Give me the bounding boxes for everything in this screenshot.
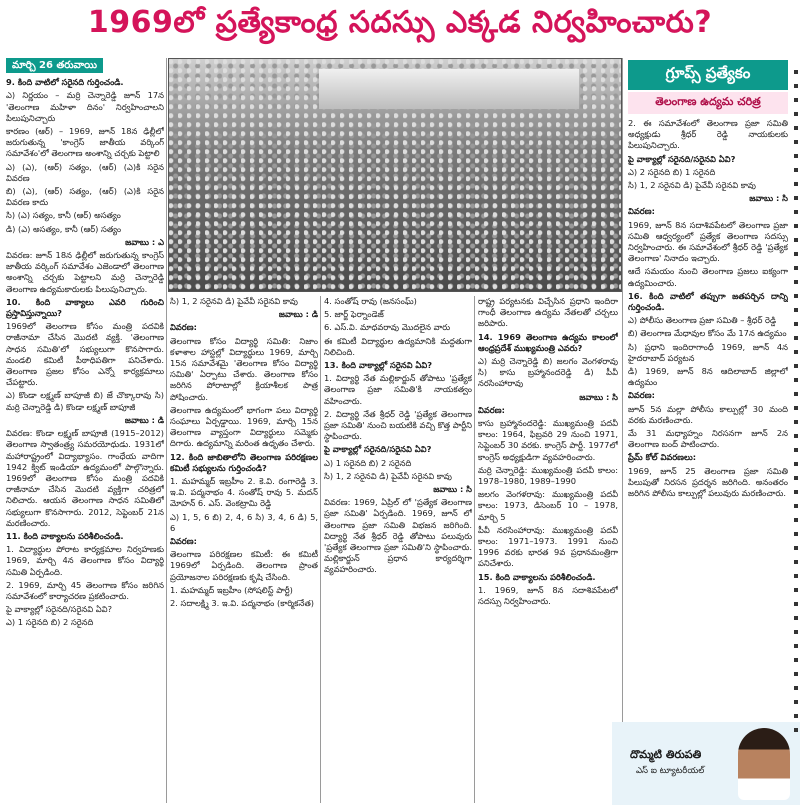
- paragraph: 6. ఎస్.వి. మాధవరావు మొదలైన వారు: [324, 322, 451, 333]
- question-prompt: పై వాక్యాల్లో సరైనది/సరైనవి ఏవి?: [324, 444, 432, 455]
- photo-banner: [319, 69, 579, 109]
- question-16: 16. కింది వాటిలో తప్పుగా జతపర్చిన దాన్ని గుర్తించండి.: [628, 290, 788, 313]
- explanation: తెలంగాణ ఉద్యమంలో భాగంగా పలు విద్యార్థి సంఘాలు ఏర్పడ్డాయి. 1969, మార్చి 15న తెలంగాణ వ్యాప్తంగా విద్యార్థులు సమ్మెకు దిగారు. ఉద్యమాన్ని మరింత ఉధృతం చేశారు.: [170, 404, 318, 449]
- explanation: 1969, జూన్ 8న సదాశివపేటలో తెలంగాణ ప్రజా సమితి ఆధ్వర్యంలో ప్రత్యేక తెలంగాణ సదస్సు నిర్వహించారు. ఈ సమావేశంలో శ్రీధర్ రెడ్డి 'ప్రత్యేక తెలంగాణ' నినాదం ఇచ్చారు.: [628, 219, 788, 264]
- option: సి) ప్రధాని ఇందిరాగాంధీ 1969, జూన్ 4న హైదరాబాద్ పర్యటన: [628, 341, 788, 363]
- explanation: ఆదే సమయం నుంచి తెలంగాణ ప్రజలు ఐక్యంగా ఉద్యమించారు.: [628, 266, 788, 288]
- explanation: మర్రి చెన్నారెడ్డి: ముఖ్యమంత్రి పదవీ కాలం: 1978–1980, 1989–1990: [478, 464, 618, 487]
- column-right: [628, 118, 788, 718]
- answer: జవాబు : సి: [579, 391, 618, 402]
- explanation-label: వివరణ:: [478, 404, 505, 415]
- option: ఎ) కొండా లక్ష్మణ్ బాపూజీ బి) జే చొక్కారావు సి) మర్రి చెన్నారెడ్డి డి) కొండా లక్ష్మణ్ బాపూజీ: [6, 390, 164, 412]
- column-mid-2: [324, 296, 472, 803]
- paragraph: పై వాక్యాల్లో సరైనది/సరైనవి ఏవి?: [6, 604, 112, 615]
- author-box: [612, 722, 800, 805]
- paragraph: 1969లో తెలంగాణ కోసం మంత్రి పదవికి రాజీనామా చేసిన మొదటి వ్యక్తి. 'తెలంగాణ సాధన సమితి'లో సభ్యులుగా కొనసాగారు. మండలి కమిటీ పీఠాధిపతిగా పనిచేశారు. తెలంగాణ ప్రజల కోసం ఎన్నో కార్యక్రమాలు చేపట్టారు.: [6, 321, 164, 388]
- paragraph: కారణం (ఆర్) – 1969, జూన్ 18న ఢిల్లీలో జరుగుతున్న 'కాంగ్రెస్ జాతీయ వర్కింగ్ సమావేశం'లో తెలంగాణ అంశాన్ని చర్చకు పెట్టాలి: [6, 126, 164, 159]
- paragraph: 1. మహమ్మద్ ఇబ్రహీం (సోషలిస్ట్ పార్టీ): [170, 584, 293, 595]
- explanation-label: వివరణ:: [628, 206, 655, 217]
- question-9: 9. కింది వాటిలో సరైనది గుర్తించండి.: [6, 77, 124, 88]
- column-mid-1: [170, 296, 318, 803]
- explanation: జలగం వెంగళరావు: ముఖ్యమంత్రి పదవీ కాలం: 1973, డిసెంబర్ 10 – 1978, మార్చి 5: [478, 489, 618, 522]
- option: బి) (ఎ), (ఆర్) సత్యం, (ఆర్) (ఎ)కి సరైన వివరణ కాదు: [6, 186, 164, 208]
- explanation: తెలంగాణ కోసం విద్యార్థి సమితి: నిజాం కళాశాల హాస్టల్లో విద్యార్థులు 1969, మార్చి 15న సమావేశమై 'తెలంగాణ కోసం విద్యార్థి సమితి' ఏర్పాటు చేశారు. తెలంగాణ కోసం జరిగిన పోరాటాల్లో క్రియాశీలక పాత్ర పోషించారు.: [170, 335, 318, 402]
- option: డి) (ఎ) అసత్యం, కానీ (ఆర్) సత్యం: [6, 223, 122, 234]
- page-headline: 1969లో ప్రత్యేకాంధ్ర సదస్సు ఎక్కడ నిర్వహించారు?: [87, 5, 713, 40]
- column-divider: [474, 296, 475, 803]
- explanation-label: వివరణ:: [170, 322, 197, 333]
- explanation: కాసు బ్రహ్మానందరెడ్డి: ముఖ్యమంత్రి పదవీ కాలం: 1964, ఫిబ్రవరి 29 నుంచి 1971, సెప్టెంబర్ 30 వరకు. కాంగ్రెస్ పార్టీ. 1977లో కాంగ్రెస్ అధ్యక్షుడిగా వ్యవహరించారు.: [478, 418, 618, 462]
- paragraph: ఈ కమిటీ విద్యార్థుల ఉద్యమానికి మద్దతుగా నిలిచింది.: [324, 335, 472, 357]
- paragraph: 2. సదాలక్ష్మి 3. ఇ.వి. పద్మనాభం (కార్మికనేత): [170, 598, 315, 609]
- option: ఎ) మర్రి చెన్నారెడ్డి బి) జలగం వెంగళరావు సి) కాసు బ్రహ్మానందరెడ్డి డి) పీవీ నరసింహారావు: [478, 356, 618, 389]
- option: ఎ) (ఎ), (ఆర్) సత్యం, (ఆర్) (ఎ)కి సరైన వివరణ: [6, 161, 164, 183]
- explanation: మే 31 మధ్యాహ్నం నిరసనగా జూన్ 2న తెలంగాణ బంద్ పాటించారు.: [628, 428, 788, 450]
- groups-special-box: గ్రూప్స్ ప్రత్యేకం: [628, 60, 788, 90]
- paragraph: 2. ఈ సమావేశంలో తెలంగాణ ప్రజా సమితి అధ్యక్షుడు శ్రీధర్ రెడ్డి నాయకులకు పిలుపునిచ్చారు.: [628, 118, 788, 151]
- option: సి) 1, 2 సరైనవి డి) పైవేవీ సరైనవి కావు: [170, 296, 298, 306]
- paragraph: 1. మహమ్మద్ ఇబ్రహీం 2. కె.వి. రంగారెడ్డి 3. ఇ.వి. పద్మనాభం 4. సంతోష్ రావు 5. మదన్ మోహన్ 6. ఎస్. వెంకట్రామి రెడ్డి: [170, 476, 318, 509]
- edge-bullets: [792, 60, 800, 800]
- paragraph: 5. జార్జ్ ఫెర్నాండెజ్: [324, 309, 384, 320]
- question-12: 12. కింది జాబితాలోని తెలంగాణ పరిరక్షణల కమిటీ సభ్యులను గుర్తించండి?: [170, 451, 318, 473]
- explanation: 1969, జూన్ 25 తెలంగాణ ప్రజా సమితి పిలుపుతో నిరసన ప్రదర్శన జరిగింది. అనంతరం జరిగిన పోలీసు కాల్పుల్లో పలువురు మరణించారు.: [628, 465, 788, 499]
- explanation: వివరణ: 1969, ఏప్రిల్ లో 'ప్రత్యేక తెలంగాణ ప్రజా సమితి' ఏర్పడింది. 1969, జూన్ లో తెలంగాణ ప్రజా సమితి విభజన జరిగింది. విద్యార్థి నేత శ్రీధర్ రెడ్డి తోపాటు పలువురు 'ప్రత్యేక తెలంగాణ ప్రజా సమితి'ని స్థాపించారు. మల్లికార్జున్ ప్రధాన కార్యదర్శిగా వ్యవహరించారు.: [324, 497, 472, 575]
- paragraph: రాష్ట్ర పర్యటనకు విచ్చేసిన ప్రధాని ఇందిరా గాంధీ తెలంగాణ ఉద్యమ నేతలతో చర్చలు జరిపారు.: [478, 296, 618, 329]
- paragraph: 1. విద్యార్థుల పోరాట కార్యక్రమాల నిర్వహణకు 1969, మార్చి 4న తెలంగాణ కోసం విద్యార్థి సమితి ఏర్పడింది.: [6, 544, 164, 577]
- option: ఎ) 1, 5, 6 బి) 2, 4, 6 సి) 3, 4, 6 డి) 5, 6: [170, 511, 318, 533]
- question-15: 15. కింది వాక్యాలను పరిశీలించండి.: [478, 571, 596, 582]
- author-name: దొమ్మటి తిరుపతి: [630, 748, 702, 761]
- option: డి) 1969, జూన్ 8న ఆదిలాబాద్ జిల్లాలో ఉద్యమం: [628, 366, 788, 388]
- question-11: 11. కింది వాక్యాలను పరిశీలించండి.: [6, 530, 124, 541]
- answer: జవాబు : ఎ: [125, 236, 164, 247]
- explanation: పీవీ నరసింహారావు: ముఖ్యమంత్రి పదవీ కాలం: 1971–1973. 1991 నుంచి 1996 వరకు భారత 9వ ప్రధానమంత్రిగా పనిచేశారు.: [478, 524, 618, 569]
- section-tag: మార్చి 26 తరువాయి: [6, 58, 103, 73]
- option: సి) 1, 2 సరైనవి డి) పైవేవీ సరైనవి కావు: [628, 180, 756, 191]
- option: సి) (ఎ) సత్యం, కానీ (ఆర్) అసత్యం: [6, 210, 121, 221]
- telangana-history-label: తెలంగాణ ఉద్యమ చరిత్ర: [628, 92, 788, 114]
- explanation: వివరణ: జూన్ 18న ఢిల్లీలో జరుగుతున్న కాంగ్రెస్ జాతీయ వర్కింగ్ సమావేశం ఎజెండాలో తెలంగాణ అంశాన్ని చర్చకు పెట్టాలని మర్రి చెన్నారెడ్డి తెలంగాణ ఉద్యమకారులకు పిలుపునిచ్చారు.: [6, 250, 164, 294]
- crowd-photo: [168, 58, 622, 292]
- option: ఎ) 1 సరైనది బి) 2 సరైనది: [6, 617, 94, 628]
- paragraph: 1. విద్యార్థి నేత మల్లికార్జున్ తోపాటు 'ప్రత్యేక తెలంగాణ ప్రజా సమితి'కి నాయకత్వం వహించారు.: [324, 373, 472, 406]
- author-photo: [738, 728, 790, 800]
- question-14: 14. 1969 తెలంగాణ ఉద్యమ కాలంలో ఆంధ్రప్రదేశ్ ముఖ్యమంత్రి ఎవరు?: [478, 331, 618, 353]
- option: సి) 1, 2 సరైనవి డి) పైవేవీ సరైనవి కావు: [324, 470, 452, 481]
- explanation-label: ప్రేమ్ కోల్ వివరణలు:: [628, 452, 697, 463]
- column-divider: [166, 58, 167, 803]
- paragraph: 1. 1969, జూన్ 8న సదాశివపేటలో సదస్సు నిర్వహించారు.: [478, 584, 618, 607]
- answer: జవాబు : డి: [124, 414, 164, 425]
- paragraph: ఎ) నిర్ణయం – మర్రి చెన్నారెడ్డి జూన్ 17న 'తెలంగాణ మహిళా దినం' నిర్వహించాలని పిలుపునిచ్చారు: [6, 90, 164, 123]
- option: ఎ) 1 సరైనది బి) 2 సరైనది: [324, 457, 412, 468]
- option: ఎ) 2 సరైనది బి) 1 సరైనది: [628, 166, 716, 177]
- question-13: 13. కింది వాక్యాల్లో సరైనవి ఏవి?: [324, 360, 433, 371]
- paragraph: 2. 1969, మార్చి 45 తెలంగాణ కోసం జరిగిన సమావేశంలో కార్యాచరణ ప్రకటించారు.: [6, 579, 164, 601]
- column-mid-3: [478, 296, 618, 803]
- explanation: వివరణ: కొండా లక్ష్మణ్ బాపూజీ (1915–2012) తెలంగాణ స్వాతంత్ర్య సమరయోధుడు. 1931లో మహారాష్ట్రంలో విద్యాభ్యాసం. గాంధేయ వాదిగా 1942 క్విట్ ఇండియా ఉద్యమంలో పాల్గొన్నారు. 1969లో తెలంగాణ కోసం మంత్రి పదవికి రాజీనామా చేసిన మొదటి వ్యక్తిగా చరిత్రలో నిలిచారు. ఆయన తెలంగాణ సాధన సమితిలో సభ్యులుగా కొనసాగారు. 2012, సెప్టెంబర్ 21న మరణించారు.: [6, 428, 164, 528]
- explanation: జూన్ 5న మల్లా పోలీసు కాల్పుల్లో 30 మంది వరకు మరణించారు.: [628, 403, 788, 425]
- column-left: [6, 58, 164, 803]
- explanation-label: వివరణ:: [628, 390, 655, 401]
- answer: జవాబు : సి: [433, 484, 472, 495]
- paragraph: 2. విద్యార్థి నేత శ్రీధర్ రెడ్డి 'ప్రత్యేక తెలంగాణ ప్రజా సమితి' నుంచి బయటికి వచ్చి కొత్త పార్టీని స్థాపించారు.: [324, 408, 472, 442]
- column-divider: [622, 58, 623, 803]
- question-prompt: పై వాక్యాల్లో సరైనది/సరైనవి ఏవి?: [628, 153, 736, 164]
- answer: జవాబు : డి: [278, 309, 318, 320]
- explanation-label: వివరణ:: [170, 536, 197, 547]
- explanation: తెలంగాణ పరిరక్షణల కమిటీ: ఈ కమిటీ 1969లో ఏర్పడింది. తెలంగాణ ప్రాంత ప్రయోజనాల పరిరక్షణకు కృషి చేసింది.: [170, 549, 318, 582]
- answer: జవాబు : సి: [749, 193, 788, 204]
- author-role: ఎస్ ఐ ట్యూటరీయల్: [636, 766, 705, 776]
- option: ఎ) పోలీసు తెలంగాణ ప్రజా సమితి – శ్రీధర్ రెడ్డి: [628, 315, 777, 326]
- paragraph: 4. సంతోష్ రావు (జనసంఘ్): [324, 296, 417, 306]
- question-10: 10. కింది వాక్యాలు ఎవరి గురించి ప్రస్తావిస్తున్నాయి?: [6, 296, 164, 319]
- option: బి) తెలంగాణ మేధావుల కోసం మే 17న ఉద్యమం: [628, 328, 787, 339]
- column-divider: [320, 296, 321, 803]
